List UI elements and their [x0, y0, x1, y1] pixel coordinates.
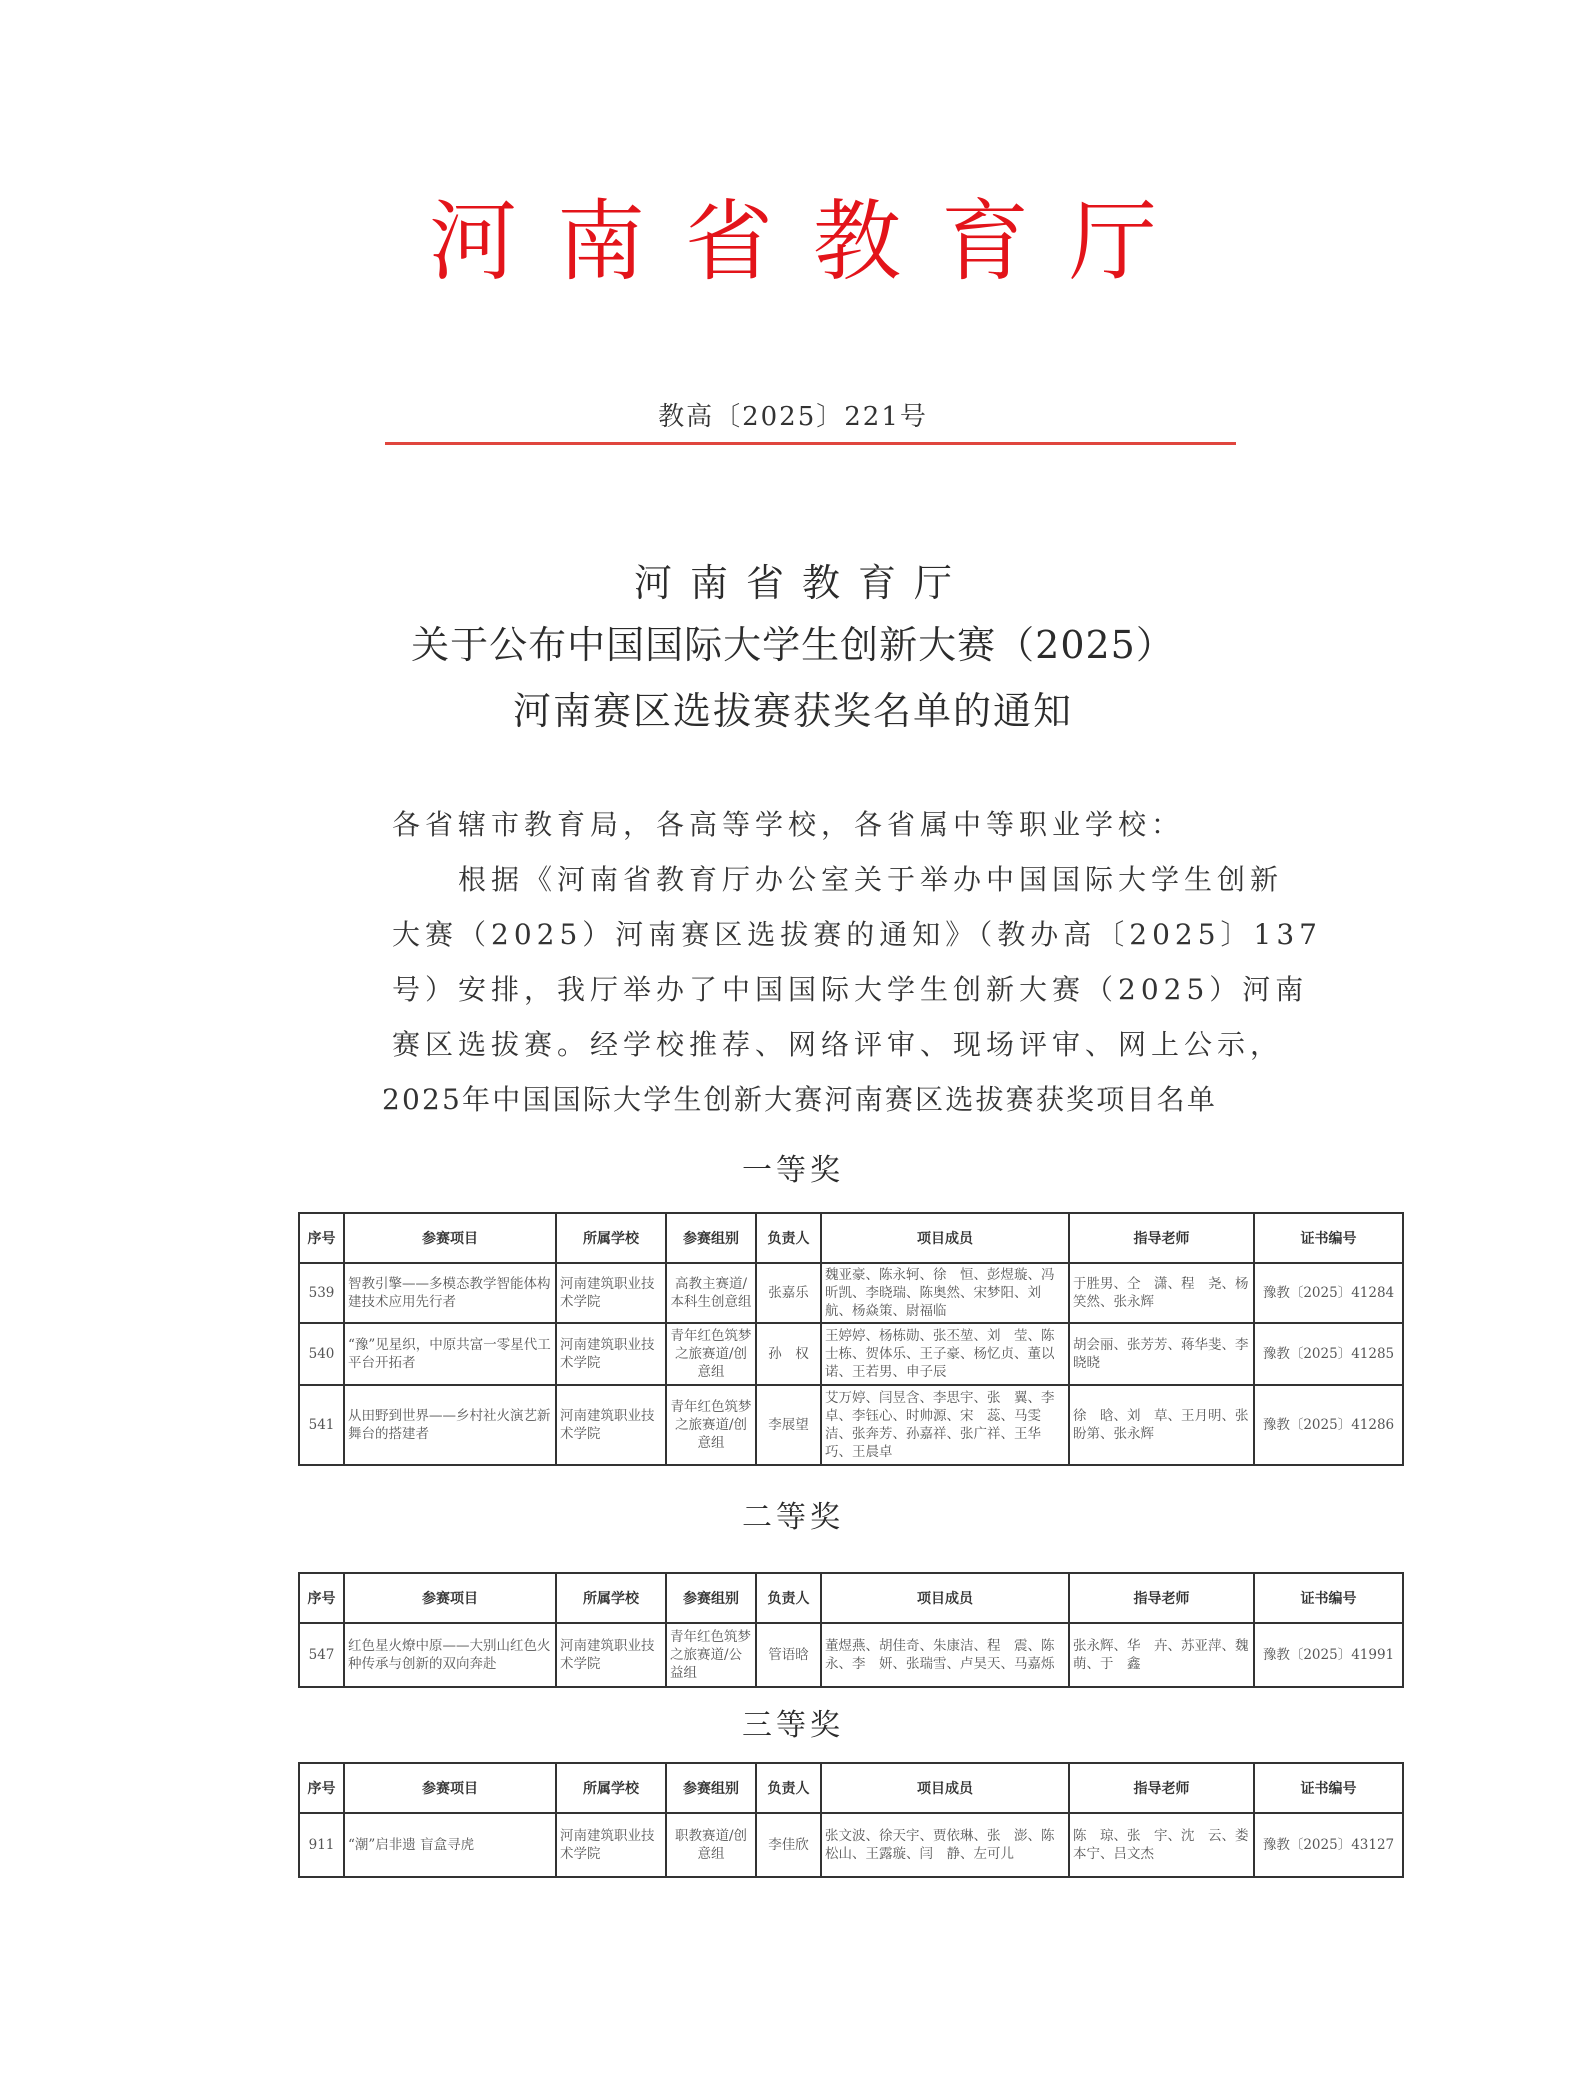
notice-title-line-1: 河南省教育厅 [633, 561, 970, 605]
prize-heading-first: 一等奖 [742, 1153, 844, 1188]
cell-cert: 豫教〔2025〕43127 [1254, 1813, 1403, 1877]
cell-project: “潮”启非遗 盲盒寻虎 [344, 1813, 556, 1877]
col-header-no: 序号 [299, 1573, 344, 1623]
col-header-no: 序号 [299, 1763, 344, 1813]
col-header-school: 所属学校 [556, 1763, 666, 1813]
body-salutation: 各省辖市教育局，各高等学校，各省属中等职业学校： [392, 808, 1185, 841]
col-header-advisors: 指导老师 [1069, 1763, 1254, 1813]
col-header-leader: 负责人 [756, 1573, 821, 1623]
cell-project: 智教引擎——多模态教学智能体构建技术应用先行者 [344, 1263, 556, 1323]
cell-members: 王婷婷、杨栋勋、张丕堃、刘 莹、陈士栋、贺体乐、王子豪、杨忆贞、董以诺、王若男、申子辰 [821, 1323, 1069, 1385]
col-header-advisors: 指导老师 [1069, 1213, 1254, 1263]
cell-leader: 李展望 [756, 1385, 821, 1465]
cell-members: 董煜燕、胡佳奇、朱康洁、程 震、陈 永、李 妍、张瑞雪、卢昊天、马嘉烁 [821, 1623, 1069, 1687]
cell-members: 艾万婷、闫昱含、李思宇、张 翼、李 卓、李钰心、时帅源、宋 蕊、马雯洁、张奔芳、孙嘉祥、张广祥、王华巧、王晨卓 [821, 1385, 1069, 1465]
body-line: 号）安排，我厅举办了中国国际大学生创新大赛（2025）河南 [392, 973, 1309, 1006]
col-header-cert: 证书编号 [1254, 1213, 1403, 1263]
col-header-project: 参赛项目 [344, 1763, 556, 1813]
cell-leader: 管语晗 [756, 1623, 821, 1687]
cell-advisors: 张永辉、华 卉、苏亚萍、魏 萌、于 鑫 [1069, 1623, 1254, 1687]
col-header-school: 所属学校 [556, 1573, 666, 1623]
table-row [299, 1263, 1403, 1323]
col-header-school: 所属学校 [556, 1213, 666, 1263]
cell-group: 青年红色筑梦之旅赛道/创意组 [666, 1385, 756, 1465]
cell-leader: 张嘉乐 [756, 1263, 821, 1323]
cell-school: 河南建筑职业技术学院 [556, 1623, 666, 1687]
cell-group: 青年红色筑梦之旅赛道/创意组 [666, 1323, 756, 1385]
col-header-leader: 负责人 [756, 1213, 821, 1263]
cell-project: 从田野到世界——乡村社火演艺新舞台的搭建者 [344, 1385, 556, 1465]
notice-title-line-2: 关于公布中国国际大学生创新大赛（2025） [411, 623, 1175, 667]
cell-advisors: 徐 晗、刘 草、王月明、张盼第、张永辉 [1069, 1385, 1254, 1465]
table-header-row [299, 1763, 1403, 1813]
cell-group: 高教主赛道/本科生创意组 [666, 1263, 756, 1323]
cell-cert: 豫教〔2025〕41285 [1254, 1323, 1403, 1385]
cell-no: 547 [299, 1623, 344, 1687]
cell-project: “豫”见星织，中原共富一零星代工平台开拓者 [344, 1323, 556, 1385]
cell-advisors: 于胜男、仝 潇、程 尧、杨笑然、张永辉 [1069, 1263, 1254, 1323]
col-header-members: 项目成员 [821, 1213, 1069, 1263]
table-header-row [299, 1573, 1403, 1623]
body-line: 根据《河南省教育厅办公室关于举办中国国际大学生创新 [392, 863, 1284, 896]
cell-no: 539 [299, 1263, 344, 1323]
cell-leader: 李佳欣 [756, 1813, 821, 1877]
col-header-advisors: 指导老师 [1069, 1573, 1254, 1623]
cell-members: 张文波、徐天宇、贾依琳、张 澎、陈松山、王露璇、闫 静、左可儿 [821, 1813, 1069, 1877]
cell-school: 河南建筑职业技术学院 [556, 1385, 666, 1465]
award-table-first [298, 1212, 1404, 1466]
cell-no: 540 [299, 1323, 344, 1385]
table-header-row [299, 1213, 1403, 1263]
col-header-group: 参赛组别 [666, 1213, 756, 1263]
cell-project: 红色星火燎中原——大别山红色火种传承与创新的双向奔赴 [344, 1623, 556, 1687]
prize-heading-second: 二等奖 [742, 1500, 844, 1535]
letterhead-title: 河南省教育厅 [428, 190, 1197, 293]
cell-advisors: 陈 琼、张 宇、沈 云、娄本宁、吕文杰 [1069, 1813, 1254, 1877]
award-table-third [298, 1762, 1404, 1878]
cell-school: 河南建筑职业技术学院 [556, 1323, 666, 1385]
table-row [299, 1323, 1403, 1385]
cell-school: 河南建筑职业技术学院 [556, 1263, 666, 1323]
cell-group: 职教赛道/创意组 [666, 1813, 756, 1877]
cell-members: 魏亚豪、陈永轲、徐 恒、彭煜璇、冯昕凯、李晓瑞、陈奥然、宋梦阳、刘 航、杨焱策、尉福临 [821, 1263, 1069, 1323]
cell-leader: 孙 权 [756, 1323, 821, 1385]
document-number: 教高〔2025〕221号 [658, 402, 928, 432]
cell-cert: 豫教〔2025〕41284 [1254, 1263, 1403, 1323]
col-header-project: 参赛项目 [344, 1213, 556, 1263]
col-header-group: 参赛组别 [666, 1573, 756, 1623]
cell-no: 911 [299, 1813, 344, 1877]
cell-cert: 豫教〔2025〕41286 [1254, 1385, 1403, 1465]
body-line: 大赛（2025）河南赛区选拔赛的通知》（教办高〔2025〕137 [392, 918, 1322, 951]
table-row [299, 1385, 1403, 1465]
body-line: 赛区选拔赛。经学校推荐、网络评审、现场评审、网上公示， [392, 1028, 1284, 1061]
cell-school: 河南建筑职业技术学院 [556, 1813, 666, 1877]
col-header-leader: 负责人 [756, 1763, 821, 1813]
cell-group: 青年红色筑梦之旅赛道/公益组 [666, 1623, 756, 1687]
cell-advisors: 胡会丽、张芳芳、蒋华斐、李晓晓 [1069, 1323, 1254, 1385]
col-header-project: 参赛项目 [344, 1573, 556, 1623]
cell-cert: 豫教〔2025〕41991 [1254, 1623, 1403, 1687]
col-header-members: 项目成员 [821, 1763, 1069, 1813]
table-row [299, 1623, 1403, 1687]
prize-heading-third: 三等奖 [742, 1708, 844, 1743]
col-header-group: 参赛组别 [666, 1763, 756, 1813]
letterhead-divider [385, 442, 1236, 445]
col-header-no: 序号 [299, 1213, 344, 1263]
col-header-cert: 证书编号 [1254, 1573, 1403, 1623]
body-line: 2025年中国国际大学生创新大赛河南赛区选拔赛获奖项目名单 [382, 1083, 1218, 1116]
col-header-cert: 证书编号 [1254, 1763, 1403, 1813]
award-table-second [298, 1572, 1404, 1688]
cell-no: 541 [299, 1385, 344, 1465]
notice-title-line-3: 河南赛区选拔赛获奖名单的通知 [512, 689, 1073, 733]
table-row [299, 1813, 1403, 1877]
col-header-members: 项目成员 [821, 1573, 1069, 1623]
